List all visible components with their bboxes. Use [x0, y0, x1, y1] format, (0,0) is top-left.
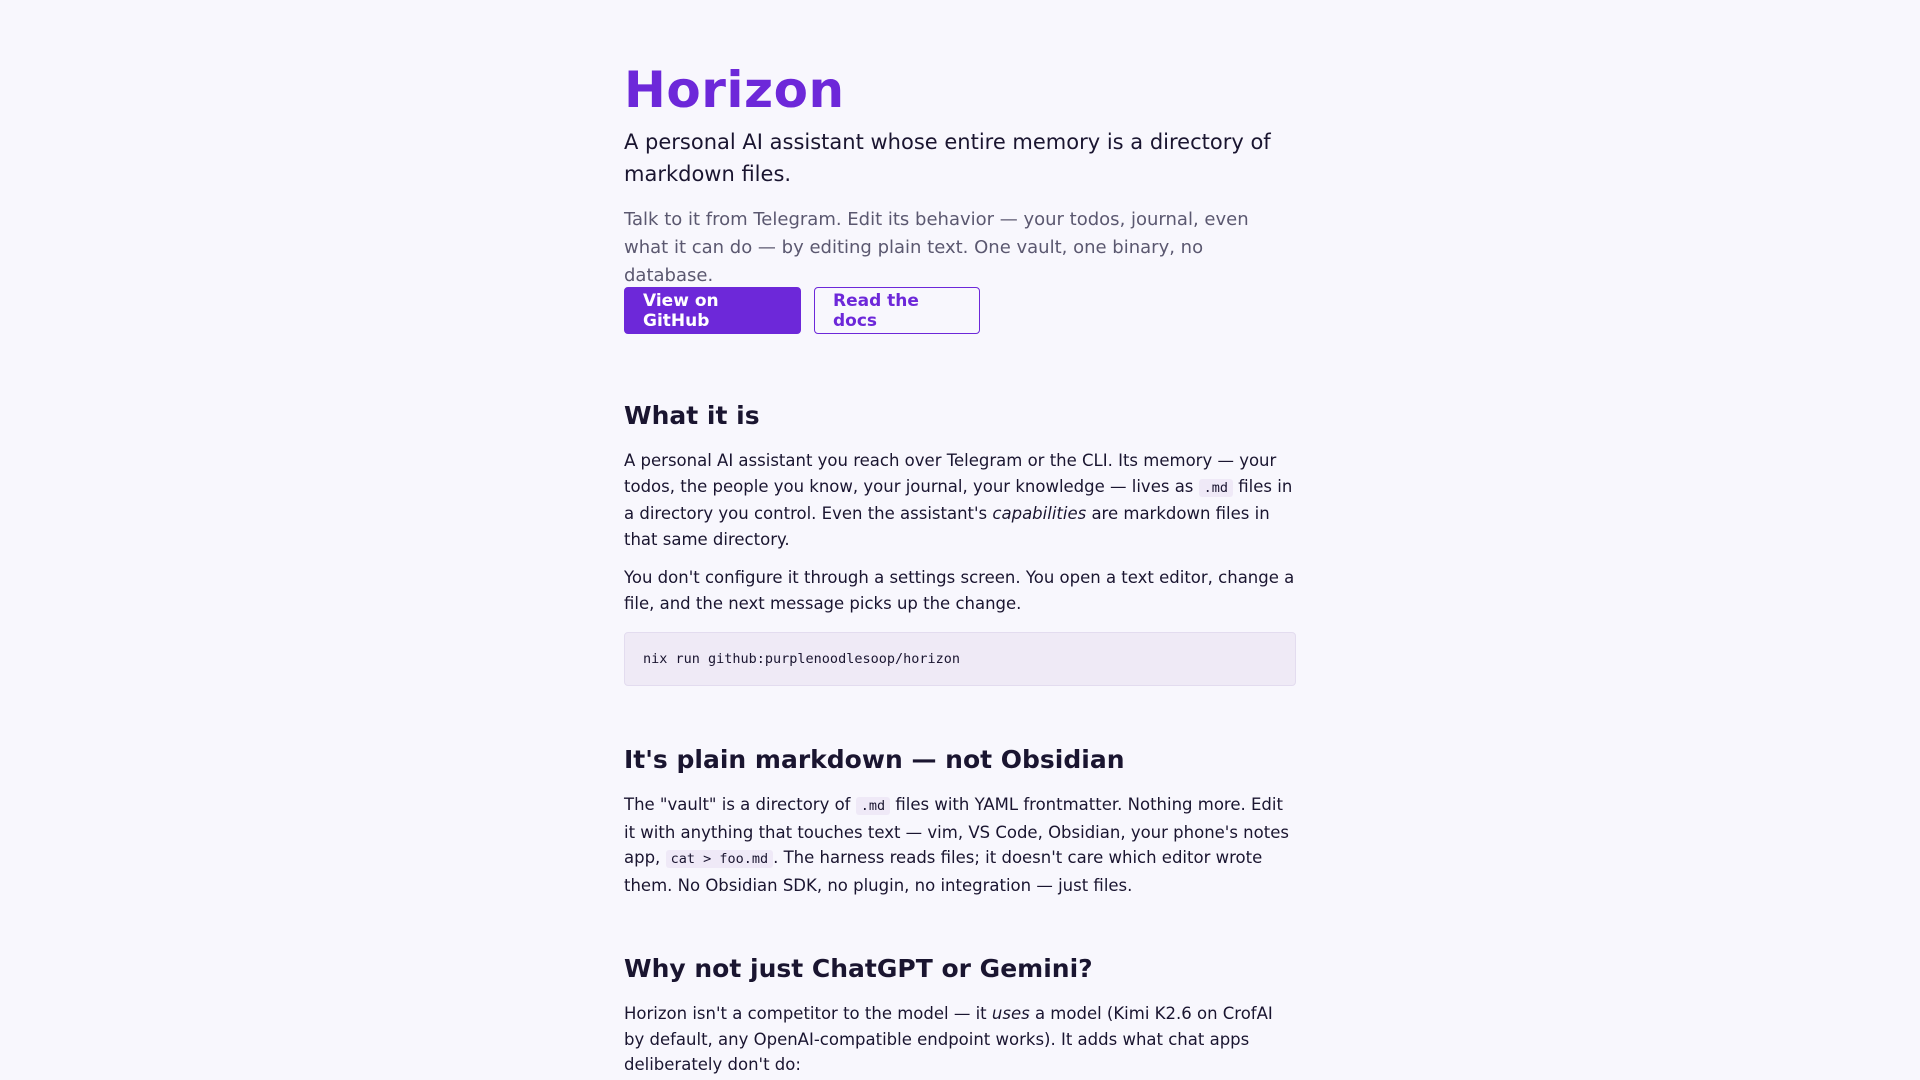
text-span: The "vault" is a directory of: [624, 795, 856, 814]
inline-code: cat > foo.md: [666, 850, 774, 868]
text-span: a model (Kimi K2.6 on CrofAI by default, any OpenAI-compatible endpoint works). It adds what chat apps deliberately don't do:: [624, 1004, 1273, 1075]
plain-markdown-paragraph: [624, 792, 1296, 899]
section-heading-what-it-is: What it is: [624, 401, 760, 430]
page-title: Horizon: [624, 61, 845, 119]
hero-lede: A personal AI assistant whose entire memory is a directory of markdown files.: [624, 130, 1271, 186]
inline-code: .md: [856, 797, 890, 815]
why-not-paragraph: [624, 1001, 1296, 1078]
text-span: . The harness reads files; it doesn't care which editor wrote them. No Obsidian SDK, no plugin, no integration — just files.: [624, 848, 1263, 896]
what-it-is-paragraph-2: You don't configure it through a settings screen. You open a text editor, change a file, and the next message picks up the change.: [624, 568, 1295, 613]
hero-actions: [624, 287, 980, 334]
text-span: Horizon isn't a competitor to the model — it: [624, 1004, 992, 1023]
emphasis: capabilities: [992, 504, 1087, 524]
emphasis: uses: [991, 1004, 1030, 1023]
hero-subtext: Talk to it from Telegram. Edit its behavior — your todos, journal, even what it can do — by editing plain text. One vault, one binary, no database.: [624, 209, 1249, 286]
text-span: files in a directory you control. Even the assistant's: [624, 476, 1293, 524]
view-on-github-button[interactable]: View on GitHub: [624, 287, 801, 334]
text-span: files with YAML frontmatter. Nothing more. Edit it with anything that touches text — vim, VS Code, Obsidian, your phone's notes app,: [624, 795, 1289, 868]
text-span: A personal AI assistant you reach over Telegram or the CLI. Its memory — your todos, the people you know, your journal, your knowledge — lives as: [624, 451, 1277, 496]
section-heading-plain-markdown: It's plain markdown — not Obsidian: [624, 745, 1125, 774]
read-the-docs-button[interactable]: Read the docs: [814, 287, 980, 334]
section-heading-why-not: Why not just ChatGPT or Gemini?: [624, 954, 1093, 983]
text-span: are markdown files in that same directory.: [624, 504, 1270, 550]
inline-code: .md: [1199, 479, 1233, 497]
install-command-block[interactable]: nix run github:purplenoodlesoop/horizon: [624, 632, 1296, 686]
what-it-is-paragraph-1: [624, 448, 1296, 553]
